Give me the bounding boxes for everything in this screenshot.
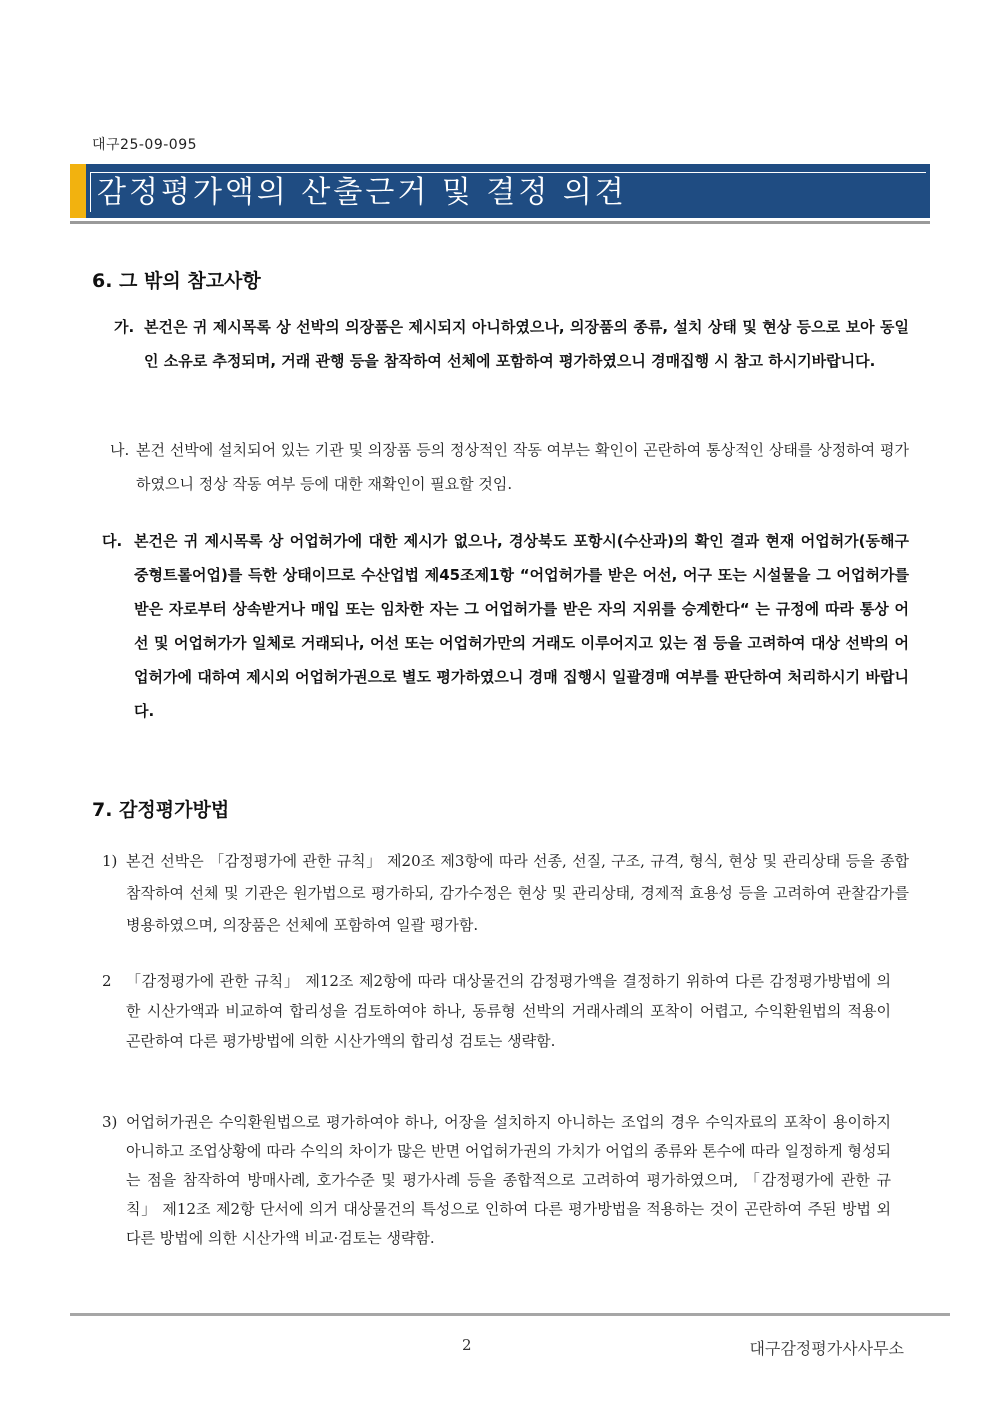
footer-rule: [70, 1313, 950, 1316]
document-id: 대구25-09-095: [92, 137, 198, 153]
section-6-item-ga: [114, 310, 909, 378]
page-number: 2: [462, 1336, 472, 1354]
title-underline: [70, 221, 930, 224]
office-name: 대구감정평가사사무소: [749, 1339, 904, 1358]
item-marker: 가.: [114, 318, 135, 336]
section-6-item-da: [102, 524, 909, 728]
section-6-heading: 6. 그 밖의 참고사항: [92, 270, 261, 292]
section-7-item-2: [102, 966, 891, 1056]
title-accent-stripe: [70, 164, 86, 218]
item-marker: 1): [102, 852, 118, 870]
item-marker: 3): [102, 1113, 118, 1131]
page-title: 감정평가액의 산출근거 및 결정 의견: [90, 172, 926, 212]
item-text: 어업허가권은 수익환원법으로 평가하여야 하나, 어장을 설치하지 아니하는 조업의 경우 수익자료의 포착이 용이하지 아니하고 조업상황에 따라 수익의 차이가 많은 반면 어업허가권의 가치가 어업의 종류와 톤수에 따라 일정하게 형성되는 점을 참작하여 방매사례, 호가수준 및 평가사례 등을 종합적으로 고려하여 평가하였으며, 「감정평가에 관한 규칙」 제12조 제2항 단서에 의거 대상물건의 특성으로 인하여 다른 평가방법을 적용하는 것이 곤란하여 주된 방법 외 다른 방법에 의한 시산가액 비교·검토는 생략함.: [126, 1113, 891, 1247]
title-bar: [70, 164, 930, 218]
section-7-item-3: [102, 1108, 891, 1253]
item-text: 본건 선박에 설치되어 있는 기관 및 의장품 등의 정상적인 작동 여부는 확인이 곤란하여 통상적인 상태를 상정하여 평가하였으니 정상 작동 여부 등에 대한 재확인이 필요할 것임.: [136, 441, 909, 493]
section-6-item-na: [110, 433, 909, 501]
item-marker: 다.: [102, 532, 123, 550]
item-text: 본건은 귀 제시목록 상 어업허가에 대한 제시가 없으나, 경상북도 포항시(수산과)의 확인 결과 현재 어업허가(동해구중형트롤어업)를 득한 상태이므로 수산업법 제45조제1항 “어업허가를 받은 어선, 어구 또는 시설물을 그 어업허가를 받은 자로부터 상속받거나 매입 또는 임차한 자는 그 어업허가를 받은 자의 지위를 승계한다“ 는 규정에 따라 통상 어선 및 어업허가가 일체로 거래되나, 어선 또는 어업허가만의 거래도 이루어지고 있는 점 등을 고려하여 대상 선박의 어업허가에 대하여 제시외 어업허가권으로 별도 평가하였으니 경매 집행시 일괄경매 여부를 판단하여 처리하시기 바랍니다.: [134, 532, 909, 720]
item-text: 본건은 귀 제시목록 상 선박의 의장품은 제시되지 아니하였으나, 의장품의 종류, 설치 상태 및 현상 등으로 보아 동일인 소유로 추정되며, 거래 관행 등을 참작하여 선체에 포함하여 평가하였으니 경매집행 시 참고 하시기바랍니다.: [144, 318, 909, 370]
section-7-item-1: [102, 845, 909, 941]
item-marker: 2: [102, 972, 112, 990]
section-7-heading: 7. 감정평가방법: [92, 799, 230, 821]
item-marker: 나.: [110, 441, 130, 459]
item-text: 본건 선박은 「감정평가에 관한 규칙」 제20조 제3항에 따라 선종, 선질, 구조, 규격, 형식, 현상 및 관리상태 등을 종합 참작하여 선체 및 기관은 원가법으로 평가하되, 감가수정은 현상 및 관리상태, 경제적 효용성 등을 고려하여 관찰감가를 병용하였으며, 의장품은 선체에 포함하여 일괄 평가함.: [126, 852, 909, 934]
item-text: 「감정평가에 관한 규칙」 제12조 제2항에 따라 대상물건의 감정평가액을 결정하기 위하여 다른 감정평가방법에 의한 시산가액과 비교하여 합리성을 검토하여야 하나, 동류형 선박의 거래사례의 포착이 어렵고, 수익환원법의 적용이 곤란하여 다른 평가방법에 의한 시산가액의 합리성 검토는 생략함.: [126, 972, 891, 1050]
